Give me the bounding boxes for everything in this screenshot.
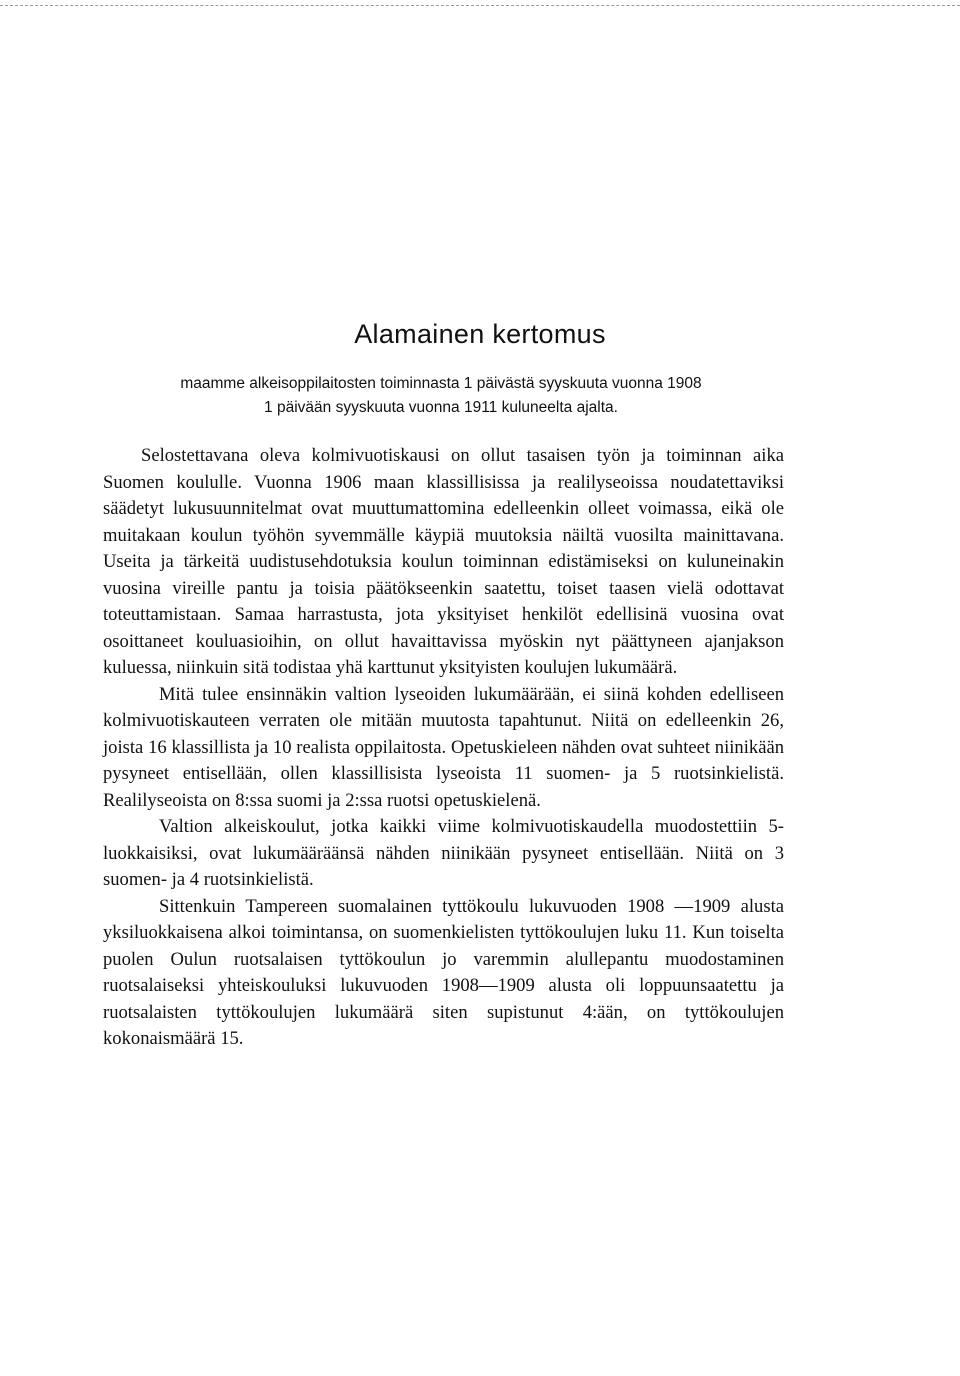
paragraph-3: Valtion alkeiskoulut, jotka kaikki viime kolmivuotiskaudella muodostettiin 5-luokkaisiksi, ovat lukumääräänsä nähden niinikään pysyneet entisellään. Niitä on 3 suomen- ja 4 ruotsinkielistä. [103,816,784,890]
page-title: Alamainen kertomus [354,319,606,349]
paragraph-1: Selostettavana oleva kolmivuotiskausi on ollut tasaisen työn ja toiminnan aika Suomen koululle. Vuonna 1906 maan klassillisissa ja realilyseoissa noudatettaviksi säädetyt lukusuunnitelmat ovat muuttumattomina edelleenkin olleet voimassa, eikä ole muitakaan koulun työhön syvemmälle käypiä muutoksia näiltä vuosilta mainittavana. Useita ja tärkeitä uudistusehdotuksia koulun toiminnan edistämiseksi on kuluneinakin vuosina vireille pantu ja toisia päätökseenkin saatettu, toiset taasen vielä odottavat toteuttamistaan. Samaa harrastusta, jota yksityiset henkilöt edellisinä vuosina ovat osoittaneet kouluasioihin, on ollut havaittavissa myöskin nyt päättyneen ajanjakson kuluessa, niinkuin sitä todistaa yhä karttunut yksityisten koulujen lukumäärä. [103,445,784,678]
body-text [103,443,784,1053]
page-top-edge-rule [0,5,960,6]
paragraph-2: Mitä tulee ensinnäkin valtion lyseoiden lukumäärään, ei siinä kohden edelliseen kolmivuotiskauteen verraten ole mitään muutosta tapahtunut. Niitä on edelleenkin 26, joista 16 klassillista ja 10 realista oppilaitosta. Opetuskieleen nähden ovat suhteet niinikään pysyneet entisellään, ollen klassillisista lyseoista 11 suomen- ja 5 ruotsinkielistä. Realilyseoista on 8:ssa suomi ja 2:ssa ruotsi opetuskielenä. [103,683,784,811]
page-subtitle [96,372,786,420]
subtitle-line-1: maamme alkeisoppilaitosten toiminnasta 1 päivästä syyskuuta vuonna 1908 [180,375,702,392]
subtitle-line-2: 1 päivään syyskuuta vuonna 1911 kuluneelta ajalta. [264,399,618,416]
paragraph-4: Sittenkuin Tampereen suomalainen tyttökoulu lukuvuoden 1908 —1909 alusta yksiluokkaisena alkoi toimintansa, on suomenkielisten tyttökoulujen luku 11. Kun toiselta puolen Oulun ruotsalaisen tyttökoulun jo varemmin alullepantu muodostaminen ruotsalaiseksi yhteiskouluksi lukuvuoden 1908—1909 alusta oli loppuunsaatettu ja ruotsalaisten tyttökoulujen lukumäärä siten supistunut 4:ään, on tyttökoulujen kokonaismäärä 15. [103,895,784,1049]
